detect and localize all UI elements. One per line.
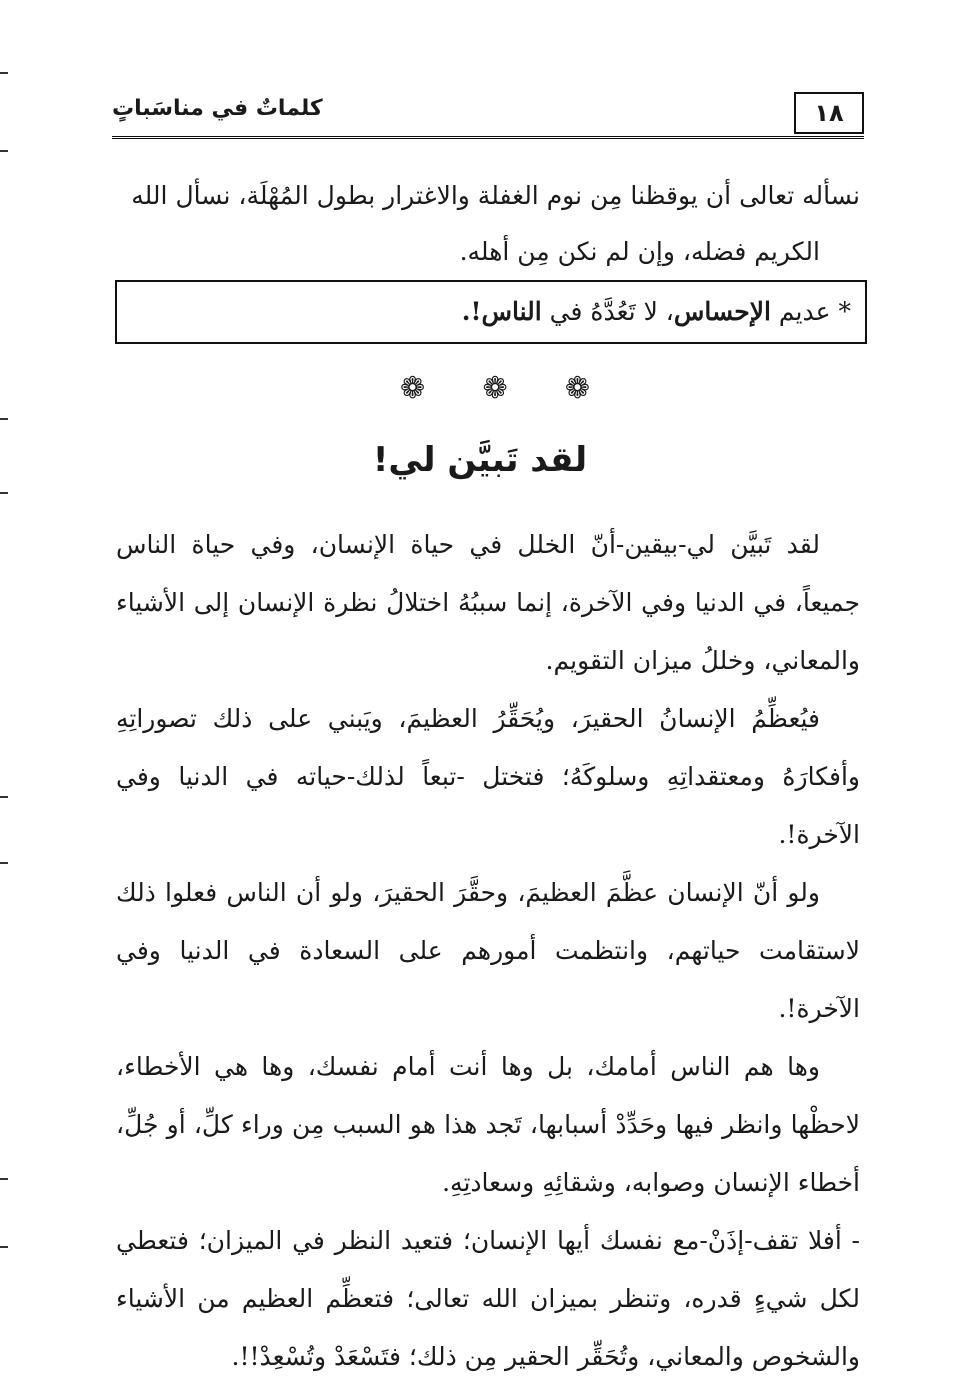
body-paragraph: وها هم الناس أمامك، بل وها أنت أمام نفسك، وها هي الأخطاء، لاحظْها وانظر فيها وحَدِّدْ أسبابها، تَجد هذا هو السبب مِن وراء كلِّ، أو جُلِّ، أخطاء الإنسان وصوابه، وشقائِهِ وسعادتِهِ. xyxy=(116,1052,860,1197)
quote-middle: ، لا تَعُدَّهُ في xyxy=(541,297,674,326)
scan-edge-mark xyxy=(0,1246,8,1248)
running-title: كلماتٌ في مناسَباتٍ xyxy=(112,96,323,121)
scan-edge-mark xyxy=(0,862,8,864)
intro-line-1: نسأله تعالى أن يوقظنا مِن نوم الغفلة والاغترار بطول المُهْلَة، نسأل الله xyxy=(131,181,860,210)
scan-edge-mark xyxy=(0,796,8,798)
intro-line-2: الكريم فضله، وإن لم نكن مِن أهله. xyxy=(459,237,820,266)
quote-bold-1: الإحساس xyxy=(673,297,771,326)
quote-box xyxy=(115,280,867,344)
scan-edge-mark xyxy=(0,492,8,494)
flower-ornament-icon: ❁ xyxy=(400,370,426,406)
scan-edge-mark xyxy=(0,150,8,152)
flower-ornament-icon: ❁ xyxy=(482,370,508,406)
header-rule xyxy=(112,136,864,139)
flower-ornament-icon: ❁ xyxy=(564,370,590,406)
quote-bold-2: الناس!. xyxy=(461,297,542,326)
section-body xyxy=(116,516,860,1386)
section-title: لقد تَبيَّن لي! xyxy=(372,440,588,480)
scan-edge-mark xyxy=(0,72,8,74)
body-paragraph: - أفلا تقف-إذَنْ-مع نفسك أيها الإنسان؛ فتعيد النظر في الميزان؛ فتعطي لكل شيءٍ قدره، وتنظر بميزان الله تعالى؛ فتعظِّم العظيم من الأشياء والشخوص والمعاني، وتُحَقِّر الحقير مِن ذلك؛ فتَسْعَدْ وتُسْعِدْ!!. xyxy=(116,1226,860,1371)
body-paragraph: فيُعظِّمُ الإنسانُ الحقيرَ، ويُحَقِّرُ العظيمَ، ويَبني على ذلك تصوراتِهِ وأفكارَهُ ومعتقداتِهِ وسلوكَهُ؛ فتختل -تبعاً لذلك-حياته في الدنيا وفي الآخرة!. xyxy=(116,704,860,849)
body-paragraph: ولو أنّ الإنسان عظَّمَ العظيمَ، وحقَّرَ الحقيرَ، ولو أن الناس فعلوا ذلك لاستقامت حياتهم، وانتظمت أمورهم على السعادة في الدنيا وفي الآخرة!. xyxy=(116,878,860,1023)
scan-edge-mark xyxy=(0,418,8,420)
page-header xyxy=(112,92,864,136)
scan-edge-mark xyxy=(0,1178,8,1180)
page-number: ١٨ xyxy=(794,92,864,134)
intro-paragraph xyxy=(116,168,860,280)
section-divider xyxy=(400,368,590,408)
quote-prefix: * عديم xyxy=(770,297,851,326)
body-paragraph: لقد تَبيَّن لي-بيقين-أنّ الخلل في حياة الإنسان، وفي حياة الناس جميعاً، في الدنيا وفي الآخرة، إنما سببُهُ اختلالُ نظرة الإنسان إلى الأشياء والمعاني، وخللُ ميزان التقويم. xyxy=(116,530,860,675)
